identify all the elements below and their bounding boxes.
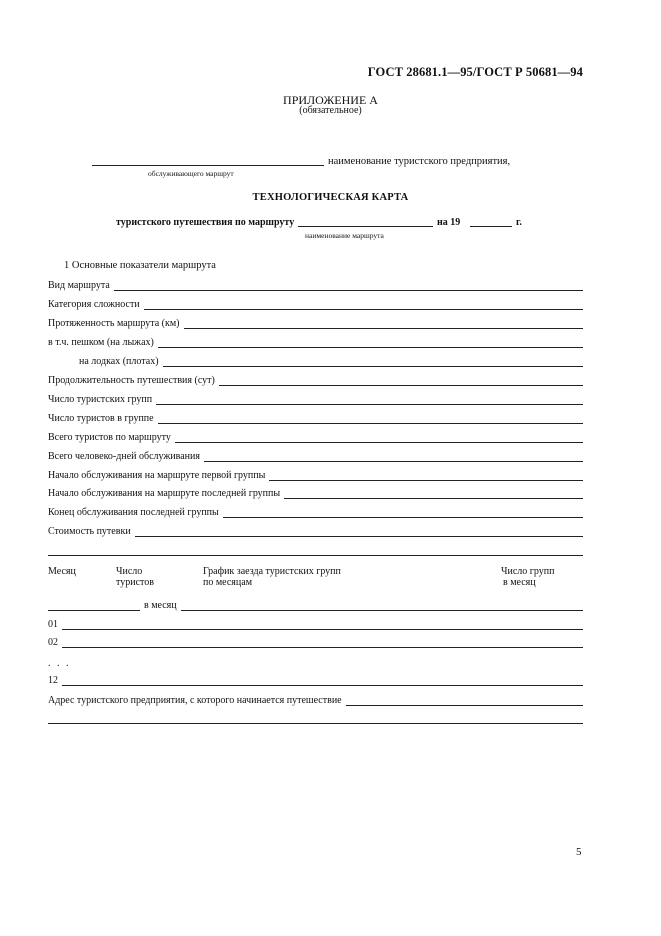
field-first-group-start[interactable]: [48, 471, 583, 481]
fill-line[interactable]: [175, 441, 583, 443]
month-row-12[interactable]: [48, 676, 583, 686]
organization-name-line[interactable]: [92, 159, 324, 166]
field-last-group-start[interactable]: [48, 489, 583, 499]
field-label: Всего туристов по маршруту: [48, 432, 171, 443]
field-label: на лодках (плотах): [79, 356, 159, 367]
field-difficulty[interactable]: [48, 300, 583, 310]
field-duration[interactable]: [48, 376, 583, 386]
field-person-days[interactable]: [48, 452, 583, 462]
field-label: Всего человеко-дней обслуживания: [48, 451, 200, 462]
field-on-boats[interactable]: [79, 357, 583, 367]
column-groups-line1: Число групп: [501, 566, 555, 577]
column-tourists-line1: Число: [116, 566, 143, 577]
ellipsis: . . .: [48, 658, 71, 669]
fill-line[interactable]: [144, 308, 583, 310]
field-route-length[interactable]: [48, 319, 583, 329]
field-label: Стоимость путевки: [48, 526, 131, 537]
field-last-group-end[interactable]: [48, 508, 583, 518]
field-label: Начало обслуживания на маршруте последней группы: [48, 488, 281, 499]
fill-line[interactable]: [269, 479, 583, 481]
section-title: 1 Основные показатели маршрута: [64, 260, 216, 271]
fill-line[interactable]: [158, 346, 583, 348]
fill-line[interactable]: [223, 516, 583, 518]
field-label: Число туристов в группе: [48, 413, 154, 424]
field-label: Протяженность маршрута (км): [48, 318, 180, 329]
field-label: Число туристских групп: [48, 394, 153, 405]
fill-line[interactable]: [158, 422, 583, 424]
blank-line[interactable]: [48, 554, 583, 556]
fill-line[interactable]: [346, 704, 583, 706]
column-groups-line2: в месяц: [503, 577, 536, 588]
fill-line[interactable]: [62, 646, 583, 648]
appendix-note: (обязательное): [299, 105, 362, 116]
field-group-count[interactable]: [48, 395, 583, 405]
document-standard-header: ГОСТ 28681.1—95/ГОСТ Р 50681—94: [367, 65, 583, 79]
year-label: на 19: [437, 217, 461, 228]
field-label: в т.ч. пешком (на лыжах): [48, 337, 154, 348]
blank-line[interactable]: [48, 722, 583, 724]
field-total-tourists[interactable]: [48, 433, 583, 443]
field-voucher-price[interactable]: [48, 527, 583, 537]
card-title: ТЕХНОЛОГИЧЕСКАЯ КАРТА: [252, 192, 409, 203]
year-line[interactable]: [470, 223, 512, 227]
route-label: туристского путешествия по маршруту: [116, 217, 295, 228]
fill-line[interactable]: [184, 327, 583, 329]
month-label: 01: [48, 619, 58, 630]
per-month-label: в месяц: [144, 600, 177, 611]
fill-line[interactable]: [181, 609, 583, 611]
month-fill-line[interactable]: [48, 609, 140, 611]
field-label: Конец обслуживания последней группы: [48, 507, 219, 518]
fill-line[interactable]: [163, 365, 583, 367]
column-month: Месяц: [48, 566, 76, 577]
fill-line[interactable]: [62, 684, 583, 686]
route-name-line[interactable]: [298, 223, 433, 227]
route-caption: наименование маршрута: [305, 231, 384, 240]
year-suffix: г.: [516, 217, 522, 228]
fill-line[interactable]: [114, 289, 583, 291]
field-label: Продолжительность путешествия (сут): [48, 375, 215, 386]
fill-line[interactable]: [156, 403, 583, 405]
field-route-type[interactable]: [48, 281, 583, 291]
organization-label: наименование туристского предприятия,: [328, 156, 511, 167]
column-schedule-line1: График заезда туристских групп: [203, 566, 341, 577]
organization-caption: обслуживающего маршрут: [148, 169, 234, 178]
fill-line[interactable]: [204, 460, 583, 462]
field-address[interactable]: [48, 696, 583, 706]
field-on-foot[interactable]: [48, 338, 583, 348]
page-number: 5: [576, 846, 582, 858]
month-row-01[interactable]: [48, 620, 583, 630]
fill-line[interactable]: [284, 497, 583, 499]
fill-line[interactable]: [219, 384, 583, 386]
field-label: Адрес туристского предприятия, с которого начинается путешествие: [48, 695, 342, 706]
column-tourists-line2: туристов: [116, 577, 154, 588]
field-label: Вид маршрута: [48, 280, 110, 291]
field-label: Категория сложности: [48, 299, 140, 310]
month-row-02[interactable]: [48, 638, 583, 648]
fill-line[interactable]: [62, 628, 583, 630]
column-schedule-line2: по месяцам: [203, 577, 253, 588]
per-month-row[interactable]: [48, 601, 583, 611]
appendix-title: ПРИЛОЖЕНИЕ А: [283, 93, 378, 107]
field-group-size[interactable]: [48, 414, 583, 424]
field-label: Начало обслуживания на маршруте первой группы: [48, 470, 266, 481]
month-label: 12: [48, 675, 58, 686]
fill-line[interactable]: [135, 535, 583, 537]
month-label: 02: [48, 637, 58, 648]
